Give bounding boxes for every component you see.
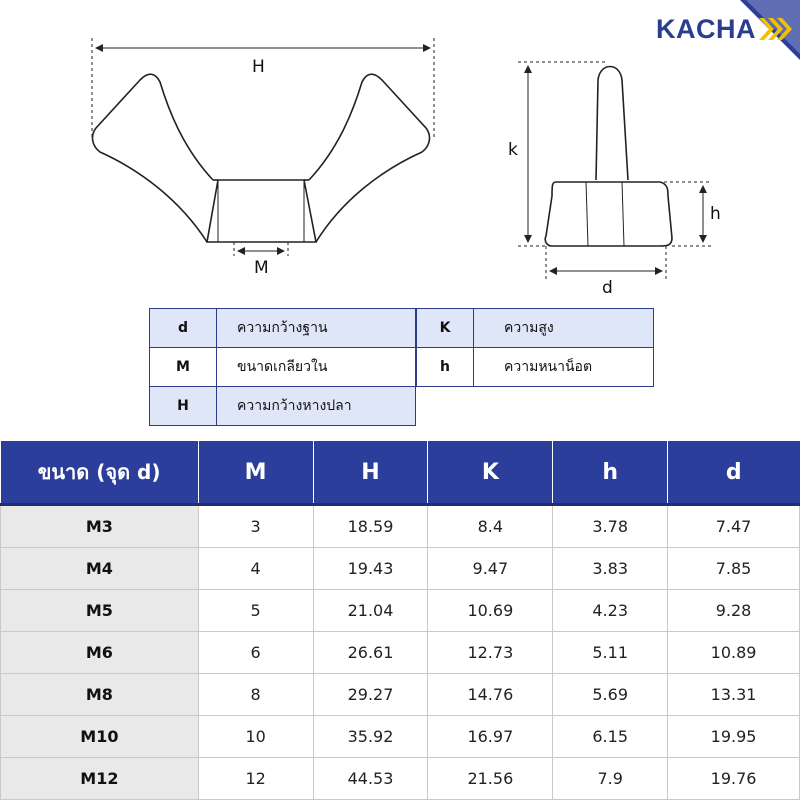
cell: 19.95: [668, 716, 800, 758]
table-row: [1, 548, 800, 590]
cell: 14.76: [428, 674, 553, 716]
cell: 7.9: [553, 758, 668, 800]
cell: 26.61: [313, 632, 428, 674]
cell: 5.11: [553, 632, 668, 674]
header-h: h: [553, 441, 668, 505]
legend-description: ขนาดเกลียวใน: [217, 348, 416, 387]
cell: 4: [198, 548, 313, 590]
legend-symbol: H: [150, 387, 217, 426]
cell: 9.28: [668, 590, 800, 632]
cell: 3.78: [553, 505, 668, 548]
legend-description: ความกว้างหางปลา: [217, 387, 416, 426]
cell: 5.69: [553, 674, 668, 716]
legend-description: ความหนาน็อต: [474, 348, 654, 387]
cell-size: M10: [1, 716, 199, 758]
cell-size: M5: [1, 590, 199, 632]
cell: 3.83: [553, 548, 668, 590]
label-H: H: [252, 57, 265, 77]
cell: 5: [198, 590, 313, 632]
label-k: k: [508, 140, 518, 160]
cell: 19.43: [313, 548, 428, 590]
cell: 19.76: [668, 758, 800, 800]
header-M: M: [198, 441, 313, 505]
legend-row: [150, 387, 416, 426]
legend-row: [150, 348, 416, 387]
cell-size: M3: [1, 505, 199, 548]
cell: 7.85: [668, 548, 800, 590]
brand-name: KACHA: [656, 13, 756, 44]
cell: 21.04: [313, 590, 428, 632]
legend-row: [150, 309, 416, 348]
legend-right: [416, 308, 654, 387]
spec-table: [0, 441, 800, 800]
label-d: d: [602, 278, 613, 298]
legend-symbol: h: [417, 348, 474, 387]
label-h: h: [710, 204, 721, 224]
dimension-m-thread: [234, 242, 288, 256]
cell: 4.23: [553, 590, 668, 632]
cell-size: M8: [1, 674, 199, 716]
cell: 3: [198, 505, 313, 548]
cell: 35.92: [313, 716, 428, 758]
dimension-h-width: [92, 38, 434, 140]
cell: 8.4: [428, 505, 553, 548]
cell: 16.97: [428, 716, 553, 758]
cell: 29.27: [313, 674, 428, 716]
legend-row: [417, 309, 654, 348]
table-row: [1, 590, 800, 632]
cell: 9.47: [428, 548, 553, 590]
header-size: ขนาด (จุด d): [1, 441, 199, 505]
cell: 12: [198, 758, 313, 800]
header-K: K: [428, 441, 553, 505]
cell-size: M12: [1, 758, 199, 800]
cell-size: M4: [1, 548, 199, 590]
dimension-k-height: [518, 62, 608, 246]
table-row: [1, 674, 800, 716]
legend-description: ความกว้างฐาน: [217, 309, 416, 348]
front-view: [93, 74, 430, 242]
table-row: [1, 716, 800, 758]
cell: 18.59: [313, 505, 428, 548]
legend-symbol: M: [150, 348, 217, 387]
cell: 6: [198, 632, 313, 674]
table-row: [1, 505, 800, 548]
cell: 7.47: [668, 505, 800, 548]
header-d: d: [668, 441, 800, 505]
legend-symbol: K: [417, 309, 474, 348]
table-header-row: [1, 441, 800, 505]
cell: 8: [198, 674, 313, 716]
cell: 13.31: [668, 674, 800, 716]
cell: 44.53: [313, 758, 428, 800]
cell: 21.56: [428, 758, 553, 800]
cell-size: M6: [1, 632, 199, 674]
legend-symbol: d: [150, 309, 217, 348]
header-H: H: [313, 441, 428, 505]
table-row: [1, 632, 800, 674]
cell: 10.89: [668, 632, 800, 674]
table-row: [1, 758, 800, 800]
legend-description: ความสูง: [474, 309, 654, 348]
legend-row: [417, 348, 654, 387]
cell: 10: [198, 716, 313, 758]
cell: 10.69: [428, 590, 553, 632]
legend-left: [149, 308, 416, 426]
cell: 6.15: [553, 716, 668, 758]
side-view: [545, 67, 672, 247]
dimension-d-base: [546, 246, 666, 282]
cell: 12.73: [428, 632, 553, 674]
label-M: M: [254, 258, 269, 278]
